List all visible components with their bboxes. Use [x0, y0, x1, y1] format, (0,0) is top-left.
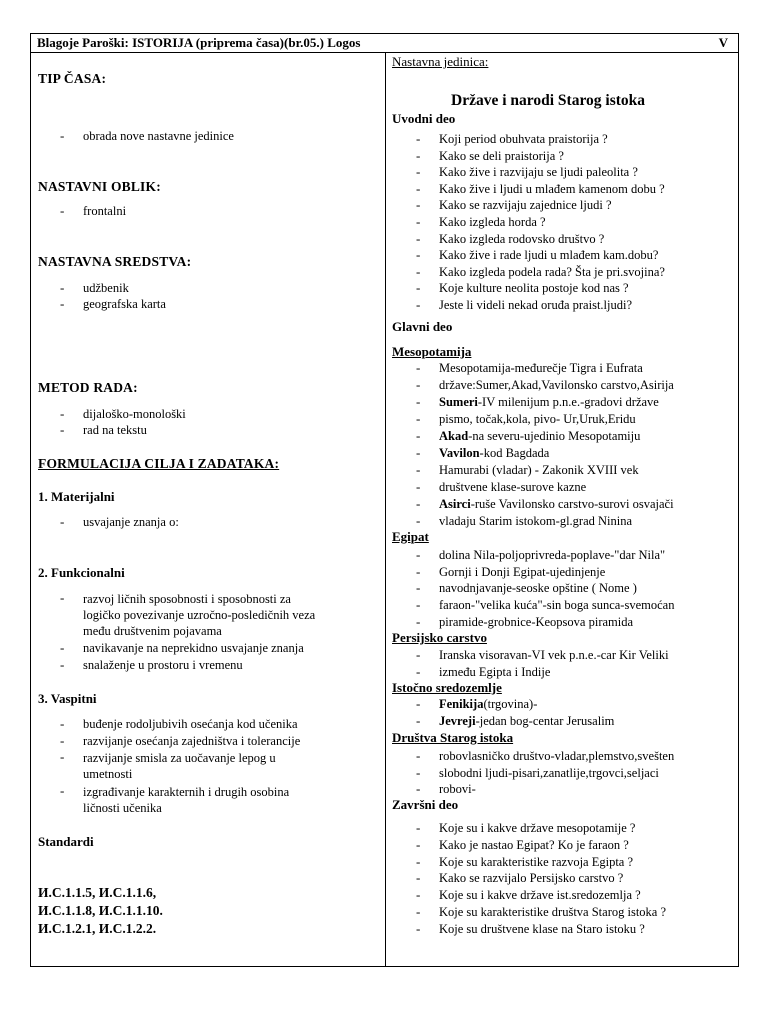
bullet-dash: -: [416, 280, 421, 296]
bullet-dash: -: [416, 853, 421, 869]
list-item: robovlasničko društvo-vladar,plemstvo,svešten: [439, 749, 675, 763]
list-item: Koje su karakteristike društva Starog istoka ?: [439, 905, 667, 919]
list-item: Kako žive i ljudi u mlađem kamenom dobu ?: [439, 181, 665, 196]
formulacija-heading: FORMULACIJA CILJA I ZADATAKA:: [38, 456, 280, 471]
bullet-dash: -: [60, 657, 65, 672]
term-rest: (trgovina)-: [483, 697, 538, 711]
bullet-dash: -: [416, 360, 421, 375]
bullet-dash: -: [60, 783, 65, 798]
list-item: Koji period obuhvata praistorija ?: [439, 132, 608, 146]
nastavni-oblik-heading: NASTAVNI OBLIK:: [38, 179, 161, 194]
bullet-dash: -: [416, 147, 421, 163]
bullet-dash: -: [60, 590, 65, 605]
list-item: Kako izgleda podela rada? Šta je pri.svojina?: [439, 264, 665, 279]
standard-line: И.С.1.2.1, И.С.1.2.2.: [38, 921, 157, 936]
bullet-dash: -: [416, 479, 421, 494]
bullet-dash: -: [416, 713, 421, 728]
drustva-heading: Društva Starog istoka: [392, 730, 514, 745]
bullet-dash: -: [60, 406, 65, 421]
list-item-line: među društvenim pojavama: [83, 624, 222, 638]
bullet-dash: -: [416, 748, 421, 763]
bullet-dash: -: [416, 180, 421, 196]
list-item: [83, 750, 276, 782]
list-item: [439, 714, 614, 729]
bullet-dash: -: [416, 377, 421, 392]
bullet-dash: -: [416, 197, 421, 213]
bullet-dash: -: [416, 411, 421, 426]
bullet-dash: -: [416, 563, 421, 579]
list-item: slobodni ljudi-pisari,zanatlije,trgovci,seljaci: [439, 765, 659, 780]
list-item: navikavanje na neprekidno usvajanje znanja: [83, 641, 304, 655]
bullet-dash: -: [60, 640, 65, 655]
list-item: faraon-"velika kuća"-sin boga sunca-svemoćan: [439, 598, 675, 613]
document-header: [31, 34, 738, 53]
right-column: [386, 52, 738, 966]
term-rest: -IV milenijum p.n.e.-gradovi države: [477, 395, 659, 409]
list-item: Kako žive i rade ljudi u mlađem kam.dobu?: [439, 248, 659, 263]
list-item: Kako se razvijalo Persijsko carstvo ?: [439, 871, 624, 886]
list-item-line: umetnosti: [83, 767, 133, 781]
bullet-dash: -: [416, 428, 421, 443]
standardi-heading: Standardi: [38, 834, 94, 849]
glavni-deo-heading: Glavni deo: [392, 319, 453, 334]
standard-line: И.С.1.1.5, И.С.1.1.6,: [38, 885, 157, 900]
bullet-dash: -: [416, 394, 421, 409]
list-item: dijaloško-monološki: [83, 407, 186, 421]
list-item: Koje su i kakve države mesopotamije ?: [439, 821, 636, 835]
list-item: između Egipta i Indije: [439, 665, 551, 679]
list-item: Koje kulture neolita postoje kod nas ?: [439, 281, 629, 296]
term-bold: Sumeri: [439, 395, 478, 409]
bullet-dash: -: [416, 230, 421, 246]
uvodni-deo-heading: Uvodni deo: [392, 111, 456, 126]
header-title: Blagoje Paroški: ISTORIJA (priprema časa)(br.05.) Logos: [37, 35, 361, 50]
bullet-dash: -: [60, 422, 65, 437]
bullet-dash: -: [416, 870, 421, 886]
bullet-dash: -: [416, 836, 421, 852]
bullet-dash: -: [416, 887, 421, 903]
list-item-line: ličnosti učenika: [83, 801, 162, 815]
list-item: buđenje rodoljubivih osećanja kod učenika: [83, 717, 298, 731]
list-item: [439, 497, 674, 512]
lesson-plan-document: [30, 33, 739, 967]
funkcionalni-heading: 2. Funkcionalni: [38, 565, 125, 580]
bullet-dash: -: [416, 547, 421, 562]
list-item: Koje su društvene klase na Staro istoku ?: [439, 921, 645, 936]
bullet-dash: -: [60, 280, 65, 295]
list-item: razvijanje osećanja zajedništva i tolerancije: [83, 734, 301, 748]
list-item: države:Sumer,Akad,Vavilonsko carstvo,Asirija: [439, 378, 674, 392]
bullet-dash: -: [60, 128, 65, 143]
bullet-dash: -: [416, 597, 421, 613]
list-item: [439, 429, 640, 444]
bullet-dash: -: [416, 580, 421, 596]
bullet-dash: -: [416, 820, 421, 835]
list-item: Jeste li videli nekad oruđa praist.ljudi?: [439, 298, 633, 312]
term-bold: Fenikija: [439, 697, 484, 711]
term-rest: -ruše Vavilonsko carstvo-surovi osvajači: [470, 497, 674, 511]
list-item: navodnjavanje-seoske opštine ( Nome ): [439, 581, 637, 596]
list-item: Kako žive i razvijaju se ljudi paleolita ?: [439, 165, 638, 180]
list-item: piramide-grobnice-Keopsova piramida: [439, 614, 634, 629]
list-item: Koje su i kakve države ist.sredozemlja ?: [439, 888, 641, 903]
bullet-dash: -: [60, 296, 65, 311]
list-item: Hamurabi (vladar) - Zakonik XVIII vek: [439, 463, 639, 477]
list-item: društvene klase-surove kazne: [439, 480, 587, 494]
list-item: usvajanje znanja o:: [83, 515, 179, 529]
bullet-dash: -: [416, 696, 421, 711]
term-rest: -kod Bagdada: [479, 446, 550, 460]
bullet-dash: -: [416, 131, 421, 146]
list-item: Kako izgleda rodovsko društvo ?: [439, 231, 605, 246]
list-item-line: razvijanje smisla za uočavanje lepog u: [83, 751, 276, 765]
grade-label: V: [718, 35, 728, 50]
standard-line: И.С.1.1.8, И.С.1.1.10.: [38, 903, 163, 918]
left-column: [31, 52, 385, 966]
list-item: frontalni: [83, 204, 127, 218]
list-item: Kako se deli praistorija ?: [439, 148, 564, 163]
list-item: Mesopotamija-međurečje Tigra i Eufrata: [439, 361, 643, 375]
materijalni-heading: 1. Materijalni: [38, 489, 115, 504]
bullet-dash: -: [416, 247, 421, 263]
list-item: [439, 395, 659, 410]
term-bold: Vavilon: [439, 446, 480, 460]
bullet-dash: -: [416, 904, 421, 919]
vaspitni-heading: 3. Vaspitni: [38, 691, 97, 706]
list-item-line: razvoj ličnih sposobnosti i sposobnosti za: [83, 592, 291, 606]
bullet-dash: -: [416, 496, 421, 511]
list-item-line: izgrađivanje karakternih i drugih osobina: [83, 785, 290, 799]
nastavna-jedinica-label: Nastavna jedinica:: [392, 54, 489, 69]
list-item: [439, 697, 537, 712]
list-item: Iranska visoravan-VI vek p.n.e.-car Kir Veliki: [439, 648, 669, 662]
list-item: obrada nove nastavne jedinice: [83, 129, 234, 143]
list-item: dolina Nila-poljoprivreda-poplave-"dar Nila": [439, 548, 666, 562]
list-item: Gornji i Donji Egipat-ujedinjenje: [439, 564, 606, 579]
bullet-dash: -: [416, 613, 421, 629]
bullet-dash: -: [60, 514, 65, 529]
tip-casa-heading: TIP ČASA:: [38, 71, 107, 86]
bullet-dash: -: [416, 214, 421, 229]
term-bold: Asirci: [439, 497, 471, 511]
istocno-sredozemlje-heading: Istočno sredozemlje: [392, 680, 502, 695]
bullet-dash: -: [60, 716, 65, 731]
list-item: [83, 591, 315, 639]
bullet-dash: -: [416, 764, 421, 780]
egipat-heading: Egipat: [392, 529, 429, 544]
list-item: vladaju Starim istokom-gl.grad Ninina: [439, 514, 633, 528]
bullet-dash: -: [416, 445, 421, 460]
nastavna-sredstva-heading: NASTAVNA SREDSTVA:: [38, 254, 192, 269]
list-item: snalaženje u prostoru i vremenu: [83, 658, 243, 672]
bullet-dash: -: [416, 297, 421, 312]
list-item: rad na tekstu: [83, 423, 147, 437]
persija-heading: Persijsko carstvo: [392, 630, 487, 645]
term-bold: Jevreji: [439, 714, 476, 728]
mesopotamija-heading: Mesopotamija: [392, 344, 472, 359]
list-item: robovi-: [439, 782, 476, 797]
zavrsni-deo-heading: Završni deo: [392, 797, 459, 812]
list-item: geografska karta: [83, 297, 166, 311]
list-item: Kako se razvijaju zajednice ljudi ?: [439, 198, 612, 213]
bullet-dash: -: [416, 647, 421, 662]
list-item: [83, 784, 289, 816]
lesson-title: Države i narodi Starog istoka: [451, 92, 646, 109]
bullet-dash: -: [416, 263, 421, 279]
list-item: udžbenik: [83, 281, 129, 295]
term-bold: Akad: [439, 429, 469, 443]
bullet-dash: -: [60, 203, 65, 218]
bullet-dash: -: [416, 513, 421, 528]
list-item: Kako izgleda horda ?: [439, 215, 546, 229]
list-item-line: logičko povezivanje uzročno-posledičnih veza: [83, 608, 316, 622]
bullet-dash: -: [60, 749, 65, 764]
metod-rada-heading: METOD RADA:: [38, 380, 138, 395]
list-item: [439, 446, 549, 461]
bullet-dash: -: [60, 733, 65, 748]
bullet-dash: -: [416, 164, 421, 180]
bullet-dash: -: [416, 664, 421, 679]
standard-codes: [38, 884, 163, 938]
term-rest: -jedan bog-centar Jerusalim: [475, 714, 615, 728]
list-item: Koje su karakteristike razvoja Egipta ?: [439, 854, 634, 869]
bullet-dash: -: [416, 462, 421, 477]
list-item: Kako je nastao Egipat? Ko je faraon ?: [439, 837, 629, 852]
bullet-dash: -: [416, 781, 421, 797]
list-item: pismo, točak,kola, pivo- Ur,Uruk,Eridu: [439, 412, 636, 426]
term-rest: -na severu-ujedinio Mesopotamiju: [468, 429, 641, 443]
bullet-dash: -: [416, 920, 421, 936]
